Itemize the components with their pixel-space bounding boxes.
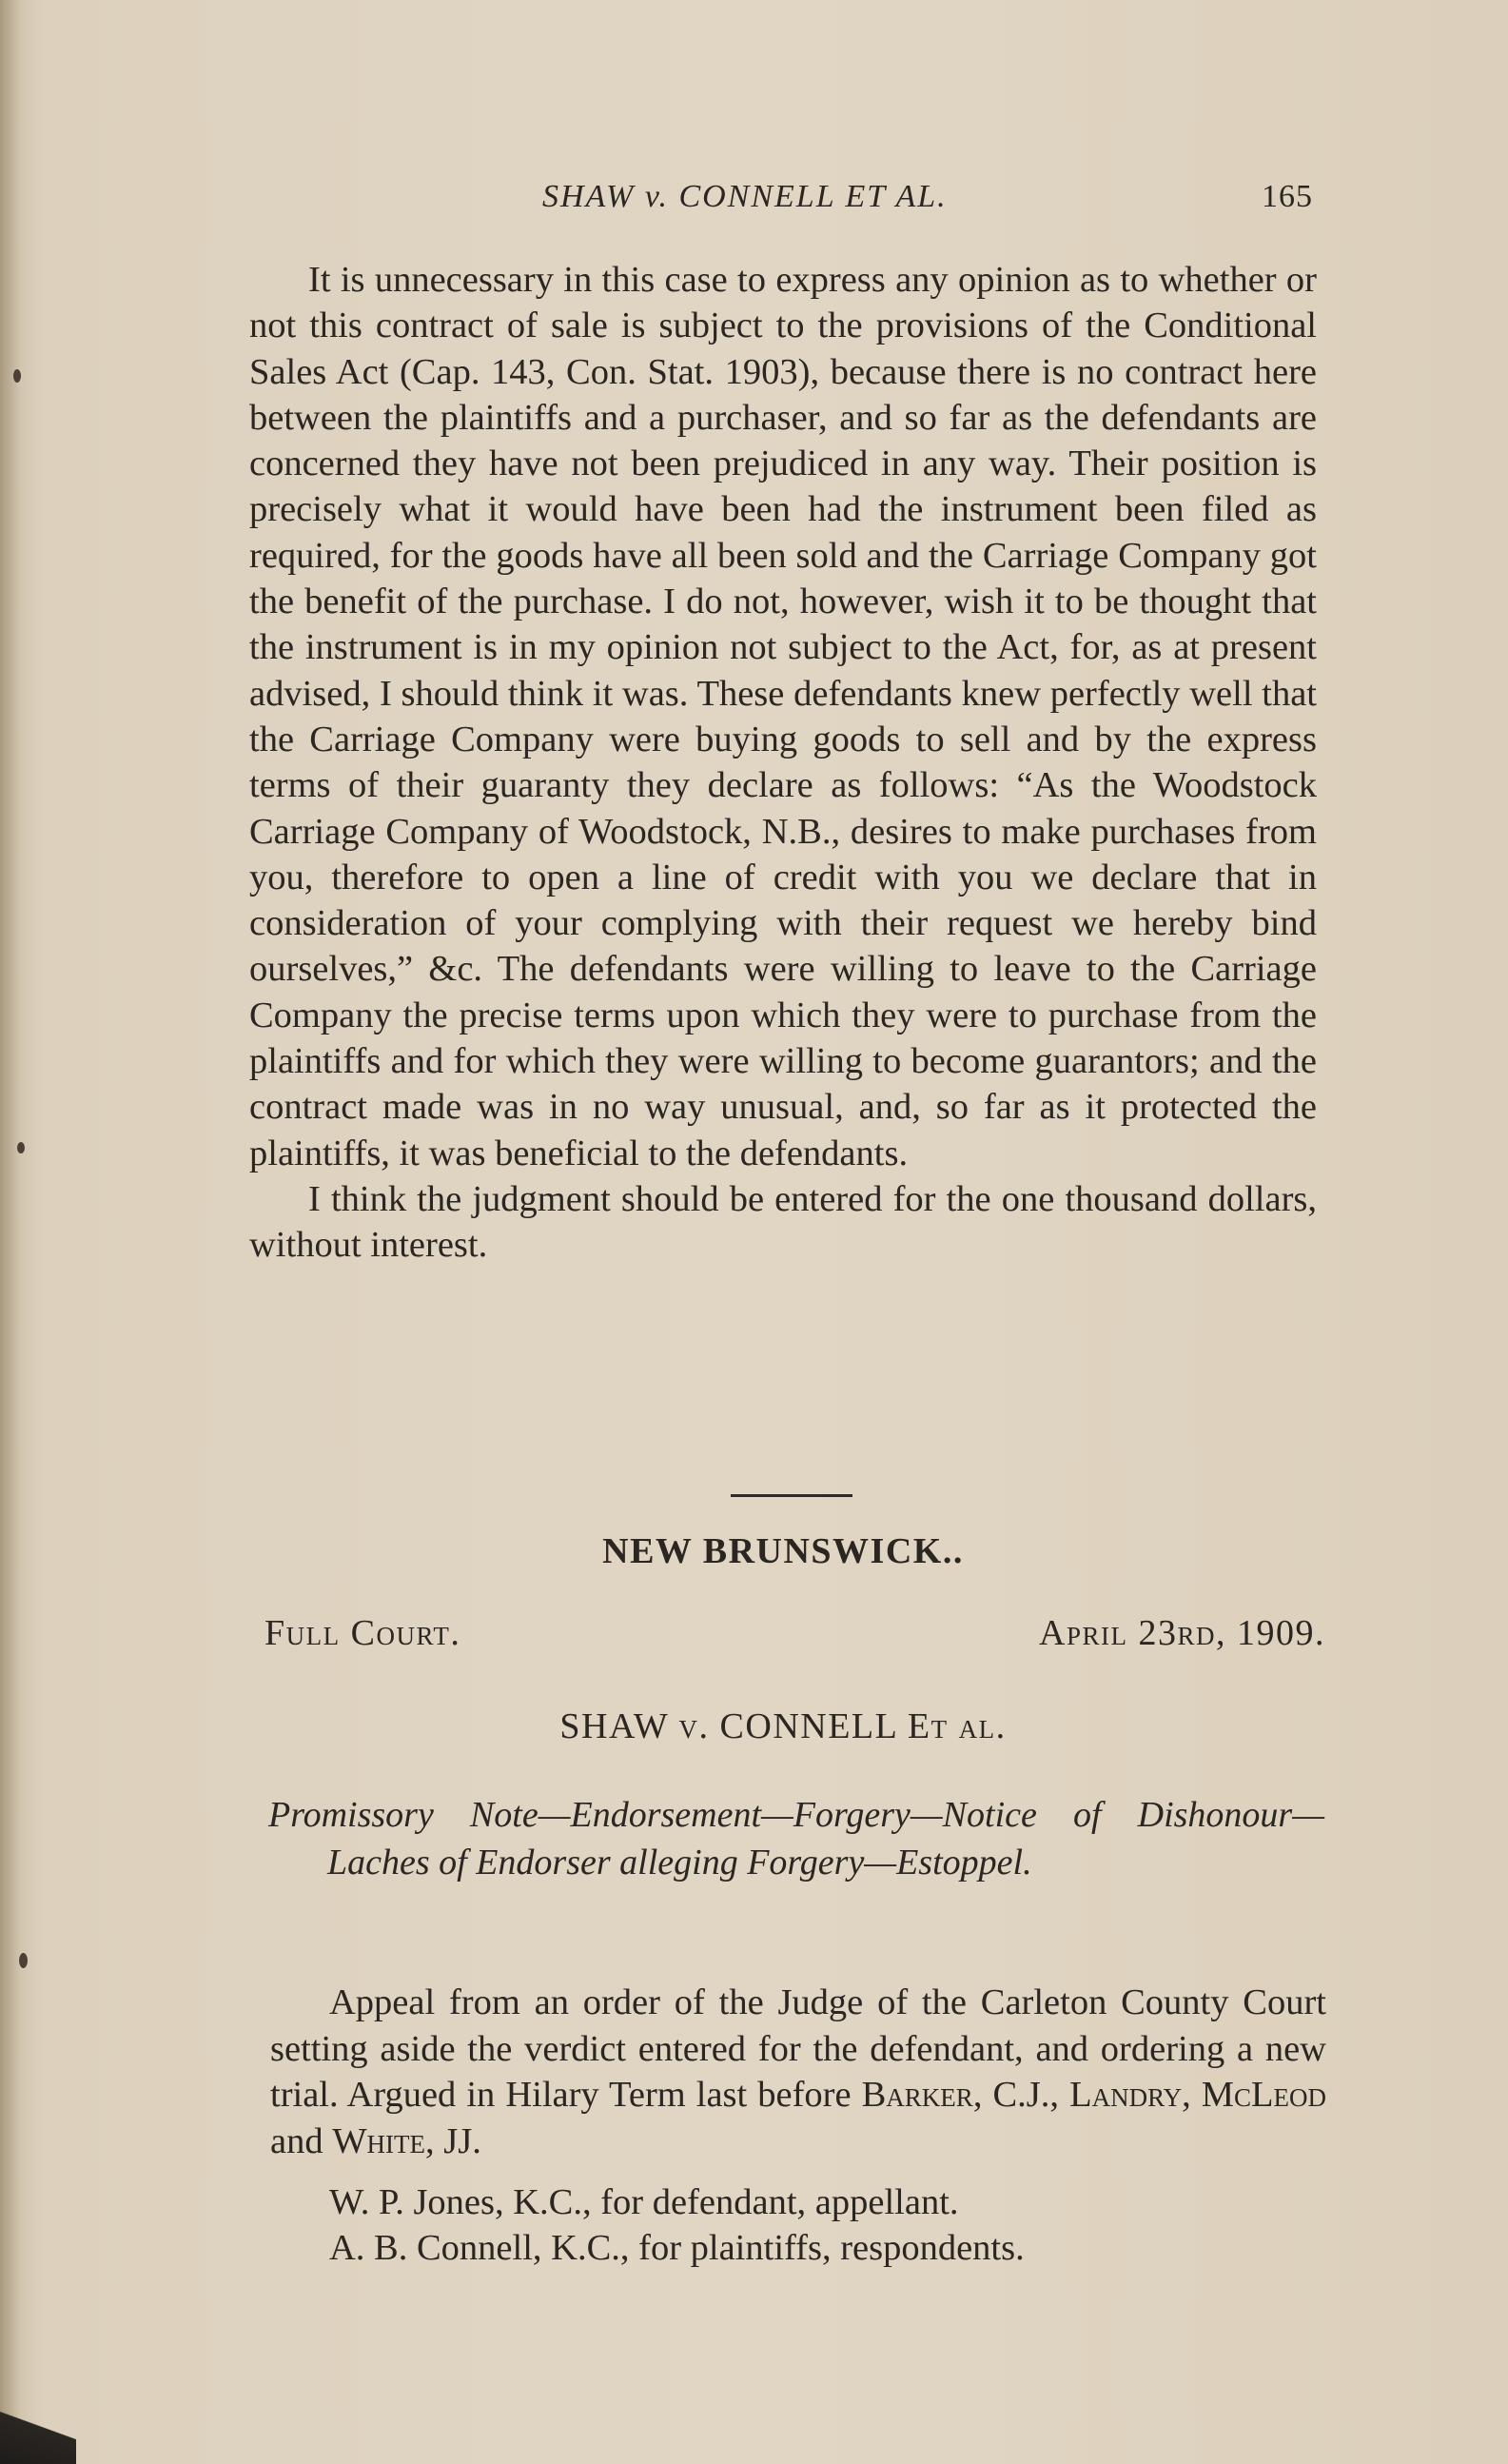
opinion-paragraph-2: I think the judgment should be entered for the one thousand dollars, without interest. — [249, 1178, 1317, 1266]
judge-barker: Barker — [861, 2075, 973, 2115]
separator-and: and — [270, 2120, 333, 2161]
margin-speck — [13, 369, 21, 383]
case-title: SHAW v. CONNELL Et al. — [559, 1706, 1007, 1746]
decision-date: April 23rd, 1909. — [1039, 1613, 1325, 1653]
scan-corner-shadow — [0, 2397, 76, 2464]
opinion-text — [249, 257, 1317, 1269]
margin-speck — [19, 1953, 28, 1968]
appeal-text-lead: Appeal from an order of the Judge of the Carleton County Court setting aside the verdict entered for the defendant, and ordering a new trial. Argued in Hilary Term last before — [270, 1982, 1326, 2115]
judge-mcleod: McLeod — [1201, 2075, 1327, 2115]
section-divider — [731, 1494, 852, 1497]
running-head: SHAW v. CONNELL ET AL. — [542, 179, 948, 214]
separator: , — [1182, 2075, 1202, 2115]
judges-suffix: , JJ. — [425, 2120, 481, 2161]
headnote-text: Promissory Note—Endorsement—Forgery—Notice of Dishonour—Laches of Endorser alleging Forgery—Estoppel. — [268, 1795, 1324, 1882]
court-date-line — [264, 1612, 1325, 1654]
judge-barker-title: , C.J., — [972, 2075, 1070, 2115]
appeal-statement — [270, 1980, 1326, 2164]
court-name: Full Court. — [264, 1613, 461, 1653]
page-number: 165 — [1262, 179, 1313, 214]
counsel-plaintiffs: A. B. Connell, K.C., for plaintiffs, respondents. — [329, 2228, 1025, 2268]
margin-speck — [17, 1142, 25, 1153]
judge-landry: Landry — [1069, 2075, 1183, 2115]
judge-white: White — [332, 2120, 426, 2161]
headnote — [268, 1791, 1324, 1886]
counsel-defendant: W. P. Jones, K.C., for defendant, appellant. — [329, 2182, 959, 2222]
opinion-paragraph-1: It is unnecessary in this case to express any opinion as to whether or not this contract of sale is subject to the provisions of the Conditional Sales Act (Cap. 143, Con. Stat. 1903), because there is no contract here between the plaintiffs and a purchaser, and so far as the defendants are concerned they have not been prejudiced in any way. Their position is precisely what it would have been had the instrument been filed as required, for the goods have all been sold and the Carriage Company got the benefit of the purchase. I do not, however, wish it to be thought that the instrument is in my opinion not subject to the Act, for, as at present advised, I should think it was. These defendants knew perfectly well that the Carriage Company were buying goods to sell and by the express terms of their guaranty they declare as follows: “As the Woodstock Carriage Company of Woodstock, N.B., desires to make purchases from you, therefore to open a line of credit with you we declare that in consideration of your complying with their request we hereby bind ourselves,” &c. The defendants were willing to leave to the Carriage Company the precise terms upon which they were to purchase from the plaintiffs and for which they were willing to become guarantors; and the contract made was in no way unusual, and, so far as it protected the plaintiffs, it was beneficial to the defendants. — [249, 260, 1317, 1173]
province-heading: NEW BRUNSWICK.. — [602, 1531, 964, 1571]
